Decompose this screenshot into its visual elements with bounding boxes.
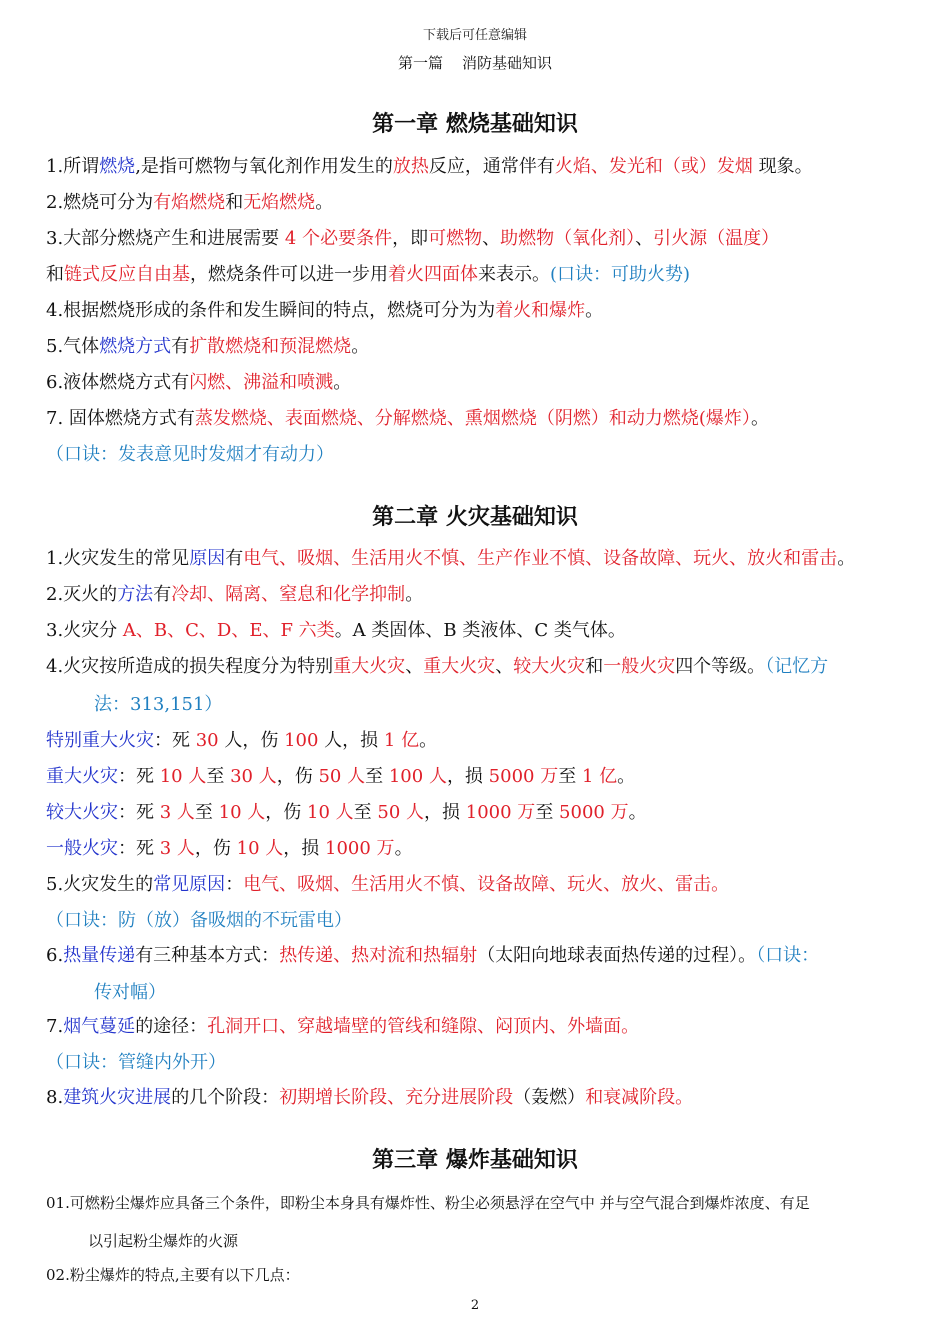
chapter-title-1: 第一章 燃烧基础知识 (372, 111, 578, 137)
text-run: 重大火灾 (333, 656, 406, 677)
text-run: 。 (750, 408, 769, 429)
text-line (46, 944, 910, 968)
text-run: 原因 (189, 548, 226, 569)
text-run: 4.火灾按所造成的损失程度分为特别 (46, 656, 334, 677)
text-run: 5.火灾发生的 (46, 874, 154, 895)
text-run: 。 (333, 372, 352, 393)
text-line (94, 693, 910, 717)
text-run: 电气、吸烟、生活用火不慎、生产作业不慎、设备故障、玩火、放火和雷击 (243, 548, 838, 569)
page-number: 2 (470, 1298, 480, 1313)
text-run: 30 (195, 730, 219, 751)
text-run: 。A 类固体、B 类液体、C 类气体。 (334, 620, 626, 641)
text-run: 着火和爆炸 (495, 300, 586, 321)
text-run: 热传递、热对流和热辐射 (279, 945, 478, 966)
text-run: 8. (46, 1087, 64, 1108)
text-line (46, 191, 910, 215)
text-run: 3.火灾分 (46, 620, 123, 641)
text-run: 10 人 (218, 802, 266, 823)
text-line (46, 227, 910, 251)
mnemonic-line (46, 909, 910, 933)
text-run: 孔洞开口、穿越墙壁的管线和缝隙、闷顶内、外墙面。 (207, 1016, 640, 1037)
text-run: 3 人 (159, 838, 195, 859)
text-run: 2.燃烧可分为 (46, 192, 154, 213)
text-run: 和 (46, 264, 64, 285)
text-run: 。 (351, 336, 370, 357)
text-run: ：死 (154, 730, 196, 751)
text-run: ：死 (118, 802, 160, 823)
text-run: 至 (365, 766, 389, 787)
text-run: 5.气体 (46, 336, 100, 357)
text-run: 传对幅） (94, 982, 166, 1003)
text-run: 至 (194, 802, 219, 823)
text-run: 、 (482, 228, 501, 249)
text-run: 建筑火灾进展 (63, 1087, 172, 1108)
text-line (46, 335, 910, 359)
text-run: 和 (225, 192, 244, 213)
text-line (46, 655, 910, 679)
text-run: 、 (635, 228, 654, 249)
text-run: 以引起粉尘爆炸的火源 (88, 1232, 239, 1250)
text-run: 、 (495, 656, 514, 677)
text-run: 至 (353, 802, 378, 823)
text-run: 至 (535, 802, 560, 823)
text-run: 。 (405, 584, 424, 605)
text-run: （口诀： (756, 945, 820, 966)
text-run: 火焰、发光和（或）发烟 (554, 156, 753, 177)
text-run: （记忆方 (765, 656, 829, 677)
text-run: 至 (206, 766, 231, 787)
text-run: 。 (419, 730, 438, 751)
text-run: 有 (171, 336, 190, 357)
text-run: ，损 (424, 802, 466, 823)
text-run: 。 (394, 838, 413, 859)
text-run: 。 (315, 192, 334, 213)
text-run: （太阳向地球表面热传递的过程）。 (477, 945, 757, 966)
text-run: 重大火灾 (423, 656, 496, 677)
text-run: 1000 万 (325, 838, 395, 859)
text-run: 有焰燃烧 (153, 192, 226, 213)
text-run: 初期增长阶段、充分进展阶段 (279, 1087, 514, 1108)
text-run: 烟气蔓延 (63, 1016, 136, 1037)
text-run: 现象。 (752, 156, 813, 177)
text-run: ：死 (118, 838, 160, 859)
text-line (46, 1191, 910, 1215)
text-run: 1.火灾发生的常见 (46, 548, 190, 569)
text-run: 4 个必要条件 (284, 228, 393, 249)
text-line (46, 263, 910, 287)
text-run: 。 (837, 548, 856, 569)
text-run: 至 (558, 766, 582, 787)
text-run: 着火四面体 (388, 264, 478, 285)
text-run: ： (225, 874, 244, 895)
text-run: 有三种基本方式： (135, 945, 280, 966)
text-line (46, 371, 910, 395)
text-run: 反应，通常伴有 (428, 156, 555, 177)
text-line (46, 619, 910, 643)
text-run: 7. 固体燃烧方式有 (46, 408, 195, 429)
text-run: 的途径： (135, 1016, 208, 1037)
part-title: 第一篇 消防基础知识 (397, 54, 553, 72)
text-run: 5000 万 (559, 802, 629, 823)
text-run: 人，损 (318, 730, 384, 751)
text-run: 和衰减阶段。 (585, 1087, 694, 1108)
chapter-title-3: 第三章 爆炸基础知识 (372, 1147, 578, 1173)
text-line (46, 299, 910, 323)
header-note: 下载后可任意编辑 (422, 28, 527, 43)
mnemonic-line (46, 1051, 910, 1075)
text-run: ，即 (392, 228, 429, 249)
text-run: 链式反应自由基 (64, 264, 190, 285)
text-line (46, 837, 910, 861)
text-run: 1 亿 (581, 766, 618, 787)
text-line (88, 1229, 910, 1253)
text-run: 4.根据燃烧形成的条件和发生瞬间的特点，燃烧可分为为 (46, 300, 496, 321)
text-line (46, 765, 910, 789)
text-run: 重大火灾 (46, 766, 118, 787)
text-line (46, 1015, 910, 1039)
text-run: 一般火灾 (46, 838, 118, 859)
text-run: 特别重大火灾 (46, 730, 154, 751)
text-run: 5000 万 (488, 766, 559, 787)
text-run: 和 (585, 656, 604, 677)
text-run: 扩散燃烧和预混燃烧 (189, 336, 352, 357)
text-line (46, 1263, 910, 1287)
text-line (46, 407, 910, 431)
text-run: 一般火灾 (603, 656, 676, 677)
text-line (46, 547, 910, 571)
text-line (46, 583, 910, 607)
text-run: ,是指可燃物与氧化剂作用发生的 (135, 156, 393, 177)
text-run: 6. (46, 945, 64, 966)
text-run: 引火源（温度） (653, 228, 780, 249)
text-run: A、B、C、D、E、F 六类 (122, 620, 335, 641)
text-run: 闪燃、沸溢和喷溅 (189, 372, 334, 393)
text-run: 10 人 (159, 766, 207, 787)
text-run: 可燃物 (428, 228, 483, 249)
text-line (46, 155, 910, 179)
text-run: 1.所谓 (46, 156, 100, 177)
text-run: 100 (284, 730, 319, 751)
text-run: 法：313,151） (94, 694, 223, 715)
mnemonic-line (94, 981, 910, 1005)
text-run: 1000 万 (465, 802, 536, 823)
text-run: ，伤 (265, 802, 308, 823)
text-run: 1 亿 (383, 730, 420, 751)
text-run: 助燃物（氧化剂） (500, 228, 636, 249)
text-run: 6.液体燃烧方式有 (46, 372, 190, 393)
text-line (46, 801, 910, 825)
text-run: 。 (617, 766, 636, 787)
text-run: 3 人 (159, 802, 195, 823)
text-run: （口诀：发表意见时发烟才有动力） (46, 444, 334, 465)
text-run: 7. (46, 1016, 64, 1037)
text-run: 3.大部分燃烧产生和进展需要 (46, 228, 285, 249)
text-run: 来表示。 (478, 264, 550, 285)
text-run: 放热 (392, 156, 429, 177)
text-run: 燃烧 (99, 156, 136, 177)
text-run: 30 人 (230, 766, 277, 787)
mnemonic-line (46, 443, 910, 467)
text-run: 。 (585, 300, 604, 321)
text-run: 无焰燃烧 (243, 192, 316, 213)
text-run: 02.粉尘爆炸的特点,主要有以下几点： (46, 1266, 300, 1284)
text-run: ，伤 (276, 766, 319, 787)
text-run: 较大火灾 (513, 656, 586, 677)
text-run: (口诀：可助火势) (550, 264, 691, 285)
text-run: 有 (225, 548, 244, 569)
text-run: 较大火灾 (46, 802, 118, 823)
text-run: 常见原因 (153, 874, 226, 895)
text-run: ：死 (118, 766, 160, 787)
text-run: 、 (405, 656, 424, 677)
text-run: （口诀：管缝内外开） (46, 1052, 226, 1073)
text-run: ，损 (283, 838, 326, 859)
text-line (46, 729, 910, 753)
text-run: 50 人 (377, 802, 425, 823)
text-run: ，损 (446, 766, 489, 787)
text-run: 10 人 (307, 802, 354, 823)
text-run: 01.可燃粉尘爆炸应具备三个条件，即粉尘本身具有爆炸性、粉尘必须悬浮在空气中 并与空气混合到爆炸浓度、有足 (46, 1194, 810, 1212)
text-run: 人，伤 (218, 730, 285, 751)
text-run: 有 (153, 584, 172, 605)
text-line (46, 873, 910, 897)
text-run: 的几个阶段： (171, 1087, 280, 1108)
text-run: 2.灭火的 (46, 584, 118, 605)
text-run: 蒸发燃烧、表面燃烧、分解燃烧、熏烟燃烧（阴燃）和动力燃烧(爆炸） (194, 408, 751, 429)
text-run: 10 人 (236, 838, 284, 859)
text-run: 。 (628, 802, 647, 823)
text-line (46, 1086, 910, 1110)
text-run: 热量传递 (63, 945, 136, 966)
text-run: 冷却、隔离、窒息和化学抑制 (171, 584, 406, 605)
chapter-title-2: 第二章 火灾基础知识 (372, 504, 578, 530)
text-run: 方法 (117, 584, 154, 605)
text-run: ，伤 (194, 838, 237, 859)
text-run: 电气、吸烟、生活用火不慎、设备故障、玩火、放火、雷击。 (243, 874, 730, 895)
text-run: 100 人 (388, 766, 447, 787)
text-run: 50 人 (318, 766, 366, 787)
text-run: 燃烧方式 (99, 336, 172, 357)
text-run: 四个等级。 (675, 656, 766, 677)
text-run: （口诀：防（放）备吸烟的不玩雷电） (46, 910, 352, 931)
text-run: （轰燃） (513, 1087, 586, 1108)
text-run: ，燃烧条件可以进一步用 (190, 264, 388, 285)
